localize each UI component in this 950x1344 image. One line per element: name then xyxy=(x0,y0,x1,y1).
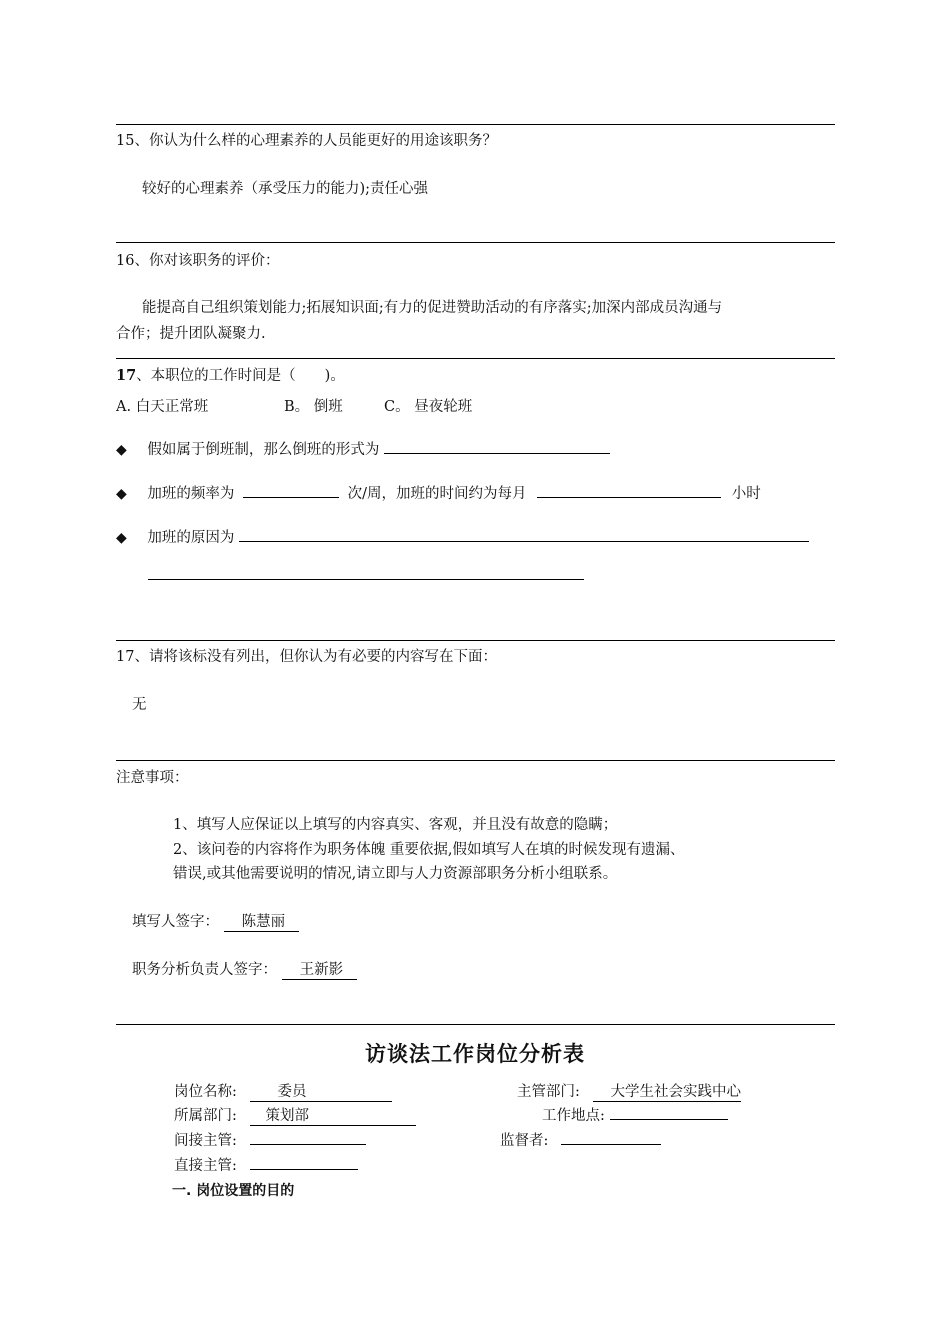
shift-form-label: 假如属于倒班制，那么倒班的形式为 xyxy=(147,442,380,458)
department-value: 策划部 xyxy=(265,1108,309,1124)
question-17b: 17、请将该标没有列出，但你认为有必要的内容写在下面： xyxy=(116,649,497,665)
overtime-frequency-unit: 次/周，加班的时间约为每月 xyxy=(347,486,527,502)
filler-signature-label: 填写人签字： xyxy=(132,914,219,930)
notes-heading: 注意事项： xyxy=(116,770,189,786)
overseer-field[interactable] xyxy=(561,1130,661,1145)
direct-manager-label: 直接主管: xyxy=(174,1158,237,1174)
note-item-2-line2: 错误,或其他需要说明的情况,请立即与人力资源部职务分析小组联系。 xyxy=(173,866,618,882)
position-row xyxy=(174,1080,392,1102)
location-row xyxy=(542,1104,728,1125)
shift-form-row xyxy=(116,438,610,459)
divider xyxy=(116,358,835,359)
overtime-reason-label: 加班的原因为 xyxy=(147,530,235,546)
divider xyxy=(116,1024,835,1025)
filler-signature-field[interactable] xyxy=(224,910,300,932)
location-field[interactable] xyxy=(610,1105,728,1120)
answer-16-line2: 合作；提升团队凝聚力. xyxy=(116,326,266,342)
position-label: 岗位名称: xyxy=(174,1084,237,1100)
overtime-reason-row xyxy=(116,526,809,547)
option-c: C。 昼夜轮班 xyxy=(384,399,473,415)
filler-name: 陈慧丽 xyxy=(241,914,286,930)
manager-signature-label: 职务分析负责人签字： xyxy=(132,962,277,978)
direct-manager-row xyxy=(174,1154,358,1175)
divider xyxy=(116,760,835,761)
answer-15: 较好的心理素养（承受压力的能力);责任心强 xyxy=(142,181,429,197)
overtime-hours-unit: 小时 xyxy=(731,486,761,502)
indirect-manager-label: 间接主管: xyxy=(174,1133,237,1149)
supervisor-dept-label: 主管部门: xyxy=(517,1084,580,1100)
overtime-reason-field[interactable] xyxy=(239,527,809,542)
option-a: A. 白天正常班 xyxy=(116,399,209,415)
overtime-reason-field-line2[interactable] xyxy=(148,579,584,580)
divider xyxy=(116,640,835,641)
question-17 xyxy=(116,364,345,385)
direct-manager-field[interactable] xyxy=(250,1155,358,1170)
indirect-manager-row xyxy=(174,1129,366,1150)
department-label: 所属部门: xyxy=(174,1108,237,1124)
question-17-text: 、本职位的工作时间是（ )。 xyxy=(136,368,345,384)
diamond-bullet-icon: ◆ xyxy=(116,530,127,546)
overtime-frequency-field[interactable] xyxy=(243,483,339,498)
supervisor-dept-field[interactable] xyxy=(593,1080,742,1102)
manager-name: 王新影 xyxy=(299,962,344,978)
supervisor-dept-value: 大学生社会实践中心 xyxy=(610,1084,741,1100)
overtime-row xyxy=(116,482,761,503)
location-label: 工作地点: xyxy=(542,1108,605,1124)
form-title: 访谈法工作岗位分析表 xyxy=(365,1042,585,1066)
position-field[interactable] xyxy=(250,1080,392,1102)
option-b: B。 倒班 xyxy=(284,399,343,415)
answer-17b: 无 xyxy=(132,697,147,713)
question-17-number: 17 xyxy=(116,367,137,384)
overseer-row xyxy=(500,1129,661,1150)
department-row xyxy=(174,1104,416,1126)
shift-form-field[interactable] xyxy=(384,439,610,454)
filler-signature-row xyxy=(132,910,299,932)
diamond-bullet-icon: ◆ xyxy=(116,486,127,502)
diamond-bullet-icon: ◆ xyxy=(116,442,127,458)
manager-signature-row xyxy=(132,958,357,980)
overseer-label: 监督者: xyxy=(500,1133,549,1149)
section-1-heading: 一. 岗位设置的目的 xyxy=(172,1183,295,1199)
manager-signature-field[interactable] xyxy=(282,958,358,980)
overtime-hours-field[interactable] xyxy=(537,483,721,498)
position-value: 委员 xyxy=(277,1084,307,1100)
note-item-1: 1、填写人应保证以上填写的内容真实、客观，并且没有故意的隐瞒； xyxy=(173,817,618,833)
question-16: 16、你对该职务的评价： xyxy=(116,253,280,269)
question-15: 15、你认为什么样的心理素养的人员能更好的用途该职务？ xyxy=(116,133,497,149)
department-field[interactable] xyxy=(250,1104,416,1126)
note-item-2-line1: 2、该问卷的内容将作为职务体魄 重要依据,假如填写人在填的时候发现有遗漏、 xyxy=(173,842,685,858)
divider xyxy=(116,242,835,243)
divider xyxy=(116,124,835,125)
answer-16-line1: 能提高自己组织策划能力;拓展知识面;有力的促进赞助活动的有序落实;加深内部成员沟通与 xyxy=(142,300,723,316)
overtime-frequency-label: 加班的频率为 xyxy=(147,486,235,502)
supervisor-dept-row xyxy=(517,1080,741,1102)
indirect-manager-field[interactable] xyxy=(250,1130,366,1145)
